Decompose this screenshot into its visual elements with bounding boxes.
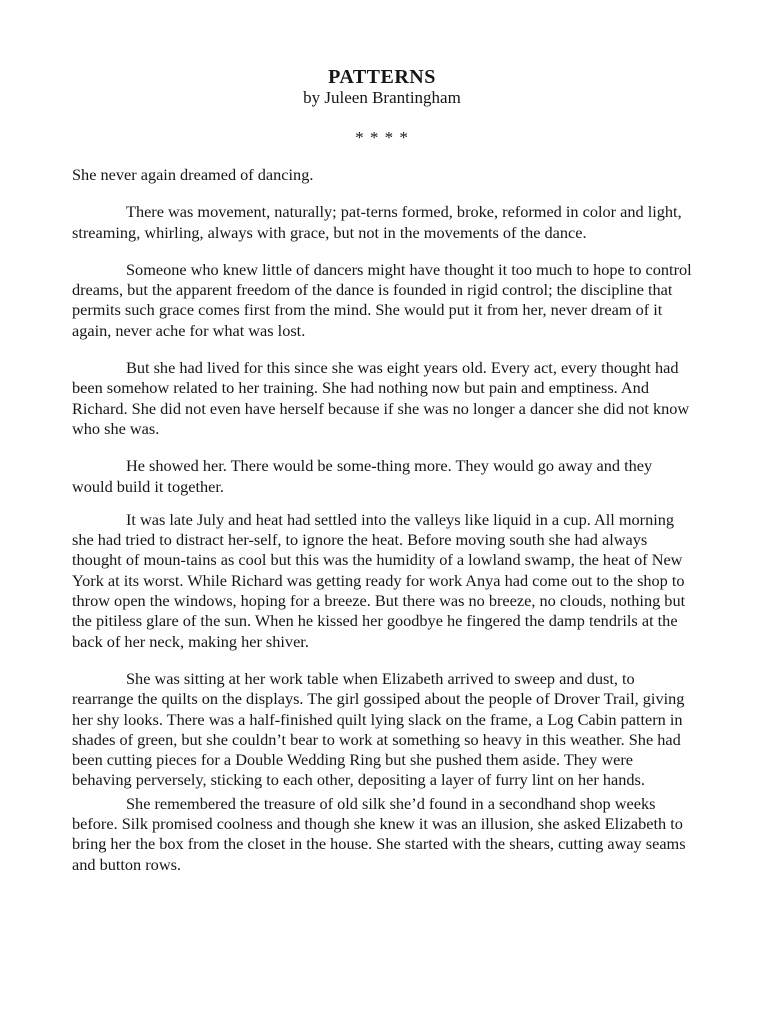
story-byline: by Juleen Brantingham bbox=[303, 88, 461, 107]
story-paragraph: She never again dreamed of dancing. bbox=[72, 165, 314, 184]
story-paragraph: She remembered the treasure of old silk she’d found in a secondhand shop weeks before. Silk promised coolness and though she knew it was an illusion, she asked Elizabeth to bring her the box from the closet in the house. She started with the shears, cutting away seams and button rows. bbox=[72, 793, 686, 874]
story-paragraph: Someone who knew little of dancers might have thought it too much to hope to control dreams, but the apparent freedom of the dance is founded in rigid control; the discipline that permits such grace comes first from the mind. She would put it from her, never dream of it again, never ache for what was lost. bbox=[72, 259, 692, 340]
story-body bbox=[72, 165, 692, 875]
section-separator: * * * * bbox=[355, 128, 409, 147]
story-paragraph: There was movement, naturally; pat-terns formed, broke, reformed in color and light, streaming, whirling, always with grace, but not in the movements of the dance. bbox=[72, 202, 682, 242]
story-paragraph: She was sitting at her work table when Elizabeth arrived to sweep and dust, to rearrange the quilts on the displays. The girl gossiped about the people of Drover Trail, giving her shy looks. There was a half-finished quilt lying slack on the frame, a Log Cabin pattern in shades of green, but she couldn’t bear to work at something so heavy in this weather. She had been cutting pieces for a Double Wedding Ring but she pushed them aside. They were behaving perversely, sticking to each other, depositing a layer of furry lint on her hands. bbox=[72, 668, 685, 790]
story-paragraph: But she had lived for this since she was eight years old. Every act, every thought had been somehow related to her training. She had nothing now but pain and emptiness. And Richard. She did not even have herself because if she was no longer a dancer she did not know who she was. bbox=[72, 358, 690, 438]
story-paragraph: It was late July and heat had settled into the valleys like liquid in a cup. All morning she had tried to distract her-self, to ignore the heat. Before moving south she had always thought of moun-tains as cool but this was the humidity of a lowland swamp, the heat of New York at its worst. While Richard was getting ready for work Anya had come out to the shop to throw open the windows, hoping for a breeze. But there was no breeze, no clouds, nothing but the pitiless glare of the sun. When he kissed her goodbye he fingered the damp tendrils at the back of her neck, making her shiver. bbox=[72, 509, 686, 651]
story-title: PATTERNS bbox=[328, 66, 436, 88]
document-header bbox=[72, 66, 692, 148]
story-paragraph: He showed her. There would be some-thing more. They would go away and they would build it together. bbox=[72, 456, 653, 496]
